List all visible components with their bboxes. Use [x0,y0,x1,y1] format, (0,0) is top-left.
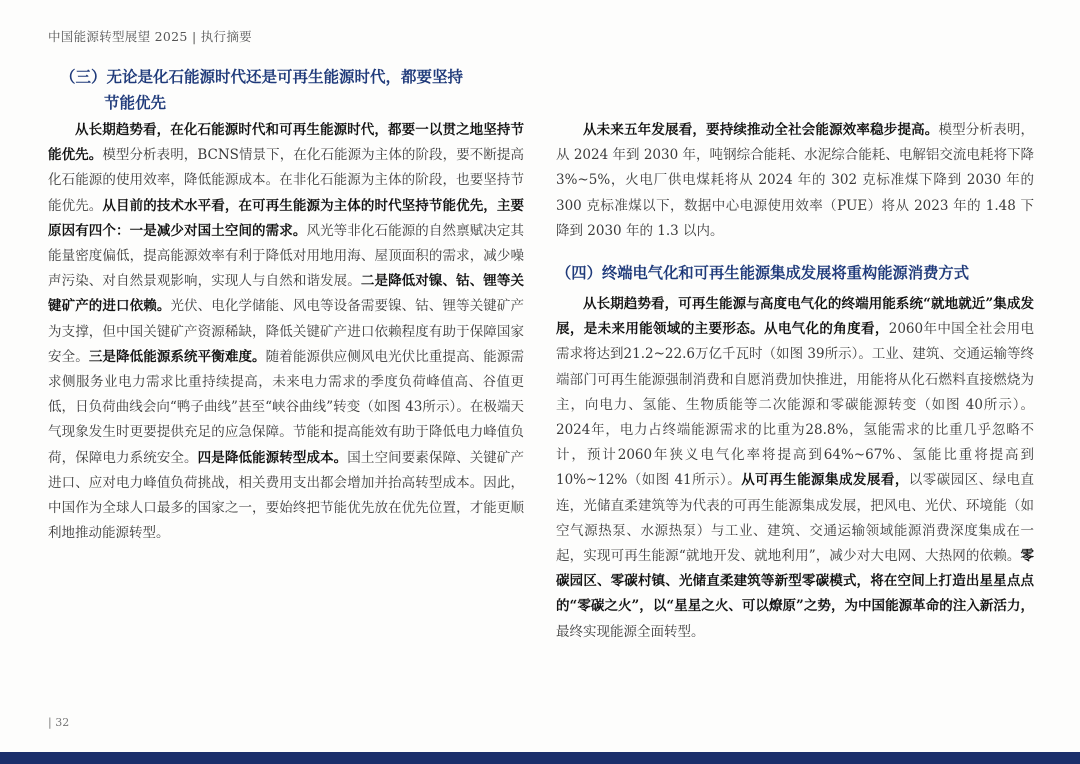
body-sentence: 风光等非化石能源的自然禀赋决定其能量密度偏低，提高能源效率有利于降低对用地用海、屋顶面积的需求，减少噪声污染、对自然景观影响，实现人与自然和谐发展。 [48,222,525,290]
bold-sentence: 二是降低对镍、钴、锂等关键矿产的进口依赖。 [48,273,525,315]
bold-sentence: 零碳园区、零碳村镇、光储直柔建筑等新型零碳模式，将在空间上打造出星星点点的“零碳之火”，以“星星之火、可以燎原”之势，为中国能源革命的注入新活力， [556,548,1034,615]
page-number: | 32 [48,716,70,729]
section-3-paragraph [48,118,524,546]
body-sentence: 模型分析表明，从 2024 年到 2030 年，吨钢综合能耗、水泥综合能耗、电解铝交流电耗将下降 3%~5%，火电厂供电煤耗将从 2024 年的 302 克标准煤下降到 2030 年的 300 克标准煤以下，数据中心电源使用效率（PUE）将从 2023 年的 1.48 下降到 2030 年的 1.3 以内。 [556,122,1034,239]
running-header: 中国能源转型展望 2025 | 执行摘要 [48,29,252,44]
bold-sentence: 三是降低能源系统平衡难度。 [88,348,266,365]
section-4-heading: （四）终端电气化和可再生能源集成发展将重构能源消费方式 [556,264,970,282]
section-3-heading-line-2: 节能优先 [104,94,167,112]
bold-sentence: 从长期趋势看，可再生能源与高度电气化的终端用能系统“就地就近”集成发展，是未来用能领域的主要形态。从电气化的角度看， [556,296,1034,338]
bold-sentence: 四是降低能源转型成本。 [197,449,348,466]
five-year-paragraph [556,118,1034,244]
body-sentence: 最终实现能源全面转型。 [556,623,705,640]
body-sentence: 随着能源供应侧风电光伏比重提高、能源需求侧服务业电力需求比重持续提高，未来电力需求的季度负荷峰值高、谷值更低，日负荷曲线会向“鸭子曲线”甚至“峡谷曲线”转变（如图 43所示）。在极端天气现象发生时更要提供充足的应急保障。节能和提高能效有助于降低电力峰值负荷，保障电力系统安全。 [48,348,525,466]
right-column-bottom [556,292,1034,645]
bold-sentence: 从未来五年发展看，要持续推动全社会能源效率稳步提高。 [583,122,939,138]
bold-sentence: 从长期趋势看，在化石能源时代和可再生能源时代，都要一以贯之地坚持节能优先。 [48,122,524,164]
bold-sentence: 从目前的技术水平看，在可再生能源为主体的时代坚持节能优先，主要原因有四个：一是减少对国土空间的需求。 [48,197,525,239]
body-sentence: 以零碳园区、绿电直连，光储直柔建筑等为代表的可再生能源集成发展，把风电、光伏、环境能（如空气源热泵、水源热泵）与工业、建筑、交通运输领域能源消费深度集成在一起，实现可再生能源“就地开发、就地利用”，减少对大电网、大热网的依赖。 [556,472,1035,565]
body-sentence: 2060年中国全社会用电需求将达到21.2~22.6万亿千瓦时（如图 39所示）。工业、建筑、交通运输等终端部门可再生能源强制消费和自愿消费加快推进，用能将从化石燃料直接燃烧为主，向电力、氢能、生物质能等二次能源和零碳能源转变（如图 40所示）。2024年，电力占终端能源需求的比重为28.8%，氢能需求的比重几乎忽略不计，预计2060年狭义电气化率将提高到64%~67%、氢能比重将提高到10%~12%（如图 41所示）。 [556,321,1035,489]
body-sentence: 国土空间要素保障、关键矿产进口、应对电力峰值负荷挑战，相关费用支出都会增加并抬高转型成本。因此，中国作为全球人口最多的国家之一，要始终把节能优先放在优先位置，才能更顺利地推动能源转型。 [48,449,525,542]
body-sentence: 光伏、电化学储能、风电等设备需要镍、钴、锂等关键矿产为支撑，但中国关键矿产资源稀缺，降低关键矿产进口依赖程度有助于保障国家安全。 [48,298,525,365]
bold-sentence: 从可再生能源集成发展看， [741,472,909,489]
section-4-paragraph [556,292,1034,645]
left-column [48,118,524,546]
right-column-top [556,118,1034,244]
body-sentence: 模型分析表明，BCNS情景下，在化石能源为主体的阶段，要不断提高化石能源的使用效率，降低能源成本。在非化石能源为主体的阶段，也要坚持节能优先。 [48,147,525,214]
section-3-heading-line-1: （三）无论是化石能源时代还是可再生能源时代，都要坚持 [60,68,464,86]
footer-bar [0,752,1080,764]
section-3-heading [60,64,540,116]
